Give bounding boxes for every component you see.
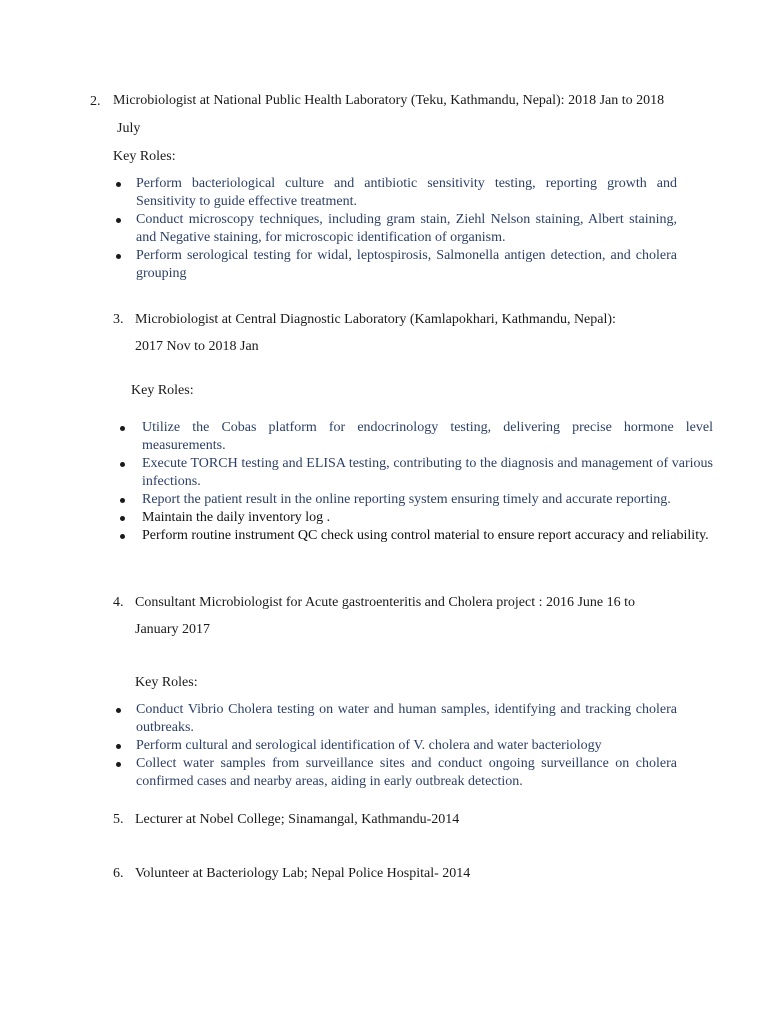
list-item bbox=[113, 247, 677, 283]
bullet-icon bbox=[116, 762, 121, 767]
roles-list bbox=[113, 701, 677, 791]
bullet-icon bbox=[116, 182, 121, 187]
key-roles-label: Key Roles: bbox=[135, 675, 198, 690]
section-title-continued: July bbox=[117, 121, 141, 136]
bullet-icon bbox=[116, 254, 121, 259]
section-title: Microbiologist at Central Diagnostic Laboratory (Kamlapokhari, Kathmandu, Nepal): bbox=[135, 312, 616, 327]
bullet-icon bbox=[116, 708, 121, 713]
title-text: Microbiologist at National Public Health Laboratory (Teku, Kathmandu, Nepal): 2018 Jan to 2018 bbox=[113, 93, 665, 108]
list-item bbox=[113, 527, 713, 545]
bullet-icon bbox=[120, 426, 125, 431]
list-item bbox=[113, 455, 713, 491]
role-text: Conduct microscopy techniques, including gram stain, Ziehl Nelson staining, Albert staining, and Negative staining, for microscopic identification of organism. bbox=[136, 212, 677, 245]
role-text: Conduct Vibrio Cholera testing on water and human samples, identifying and tracking cholera outbreaks. bbox=[136, 702, 677, 735]
list-item bbox=[113, 509, 713, 527]
section-number: 4. bbox=[113, 595, 124, 610]
section-title: Volunteer at Bacteriology Lab; Nepal Police Hospital- 2014 bbox=[135, 866, 471, 881]
role-text: Perform serological testing for widal, leptospirosis, Salmonella antigen detection, and cholera grouping bbox=[136, 248, 677, 281]
role-text: Maintain the daily inventory log . bbox=[142, 510, 331, 525]
role-text: Collect water samples from surveillance sites and conduct ongoing surveillance on cholera confirmed cases and nearby areas, aiding in early outbreak detection. bbox=[136, 756, 677, 789]
role-text: Perform bacteriological culture and antibiotic sensitivity testing, reporting growth and Sensitivity to guide effective treatment. bbox=[136, 176, 677, 209]
list-item bbox=[113, 755, 677, 791]
bullet-icon bbox=[116, 744, 121, 749]
section-number: 6. bbox=[113, 866, 124, 881]
bullet-icon bbox=[120, 462, 125, 467]
section-title-continued: 2017 Nov to 2018 Jan bbox=[135, 339, 259, 354]
list-item bbox=[113, 491, 713, 509]
section-title: Lecturer at Nobel College; Sinamangal, Kathmandu-2014 bbox=[135, 812, 460, 827]
list-item bbox=[113, 701, 677, 737]
key-roles-label: Key Roles: bbox=[131, 383, 194, 398]
bullet-icon bbox=[120, 498, 125, 503]
role-text: Perform cultural and serological identification of V. cholera and water bacteriology bbox=[136, 738, 602, 753]
roles-list bbox=[113, 175, 677, 283]
bullet-icon bbox=[116, 218, 121, 223]
section-title: Consultant Microbiologist for Acute gastroenteritis and Cholera project : 2016 June 16 to bbox=[135, 595, 636, 610]
section-title-continued: January 2017 bbox=[135, 622, 211, 637]
section-number: 3. bbox=[113, 312, 124, 327]
list-item bbox=[113, 419, 713, 455]
list-item bbox=[113, 211, 677, 247]
role-text: Perform routine instrument QC check using control material to ensure report accuracy and reliability. bbox=[142, 528, 709, 543]
section-number: 5. bbox=[113, 812, 124, 827]
role-text: Utilize the Cobas platform for endocrinology testing, delivering precise hormone level measurements. bbox=[142, 420, 713, 453]
list-item bbox=[113, 175, 677, 211]
bullet-icon bbox=[120, 534, 125, 539]
section-title bbox=[113, 87, 733, 115]
key-roles-label: Key Roles: bbox=[113, 149, 176, 164]
bullet-icon bbox=[120, 516, 125, 521]
section-number: 2. bbox=[90, 94, 101, 109]
role-text: Execute TORCH testing and ELISA testing, contributing to the diagnosis and management of various infections. bbox=[142, 456, 713, 489]
list-item bbox=[113, 737, 677, 755]
roles-list bbox=[113, 419, 713, 545]
role-text: Report the patient result in the online reporting system ensuring timely and accurate reporting. bbox=[142, 492, 671, 507]
